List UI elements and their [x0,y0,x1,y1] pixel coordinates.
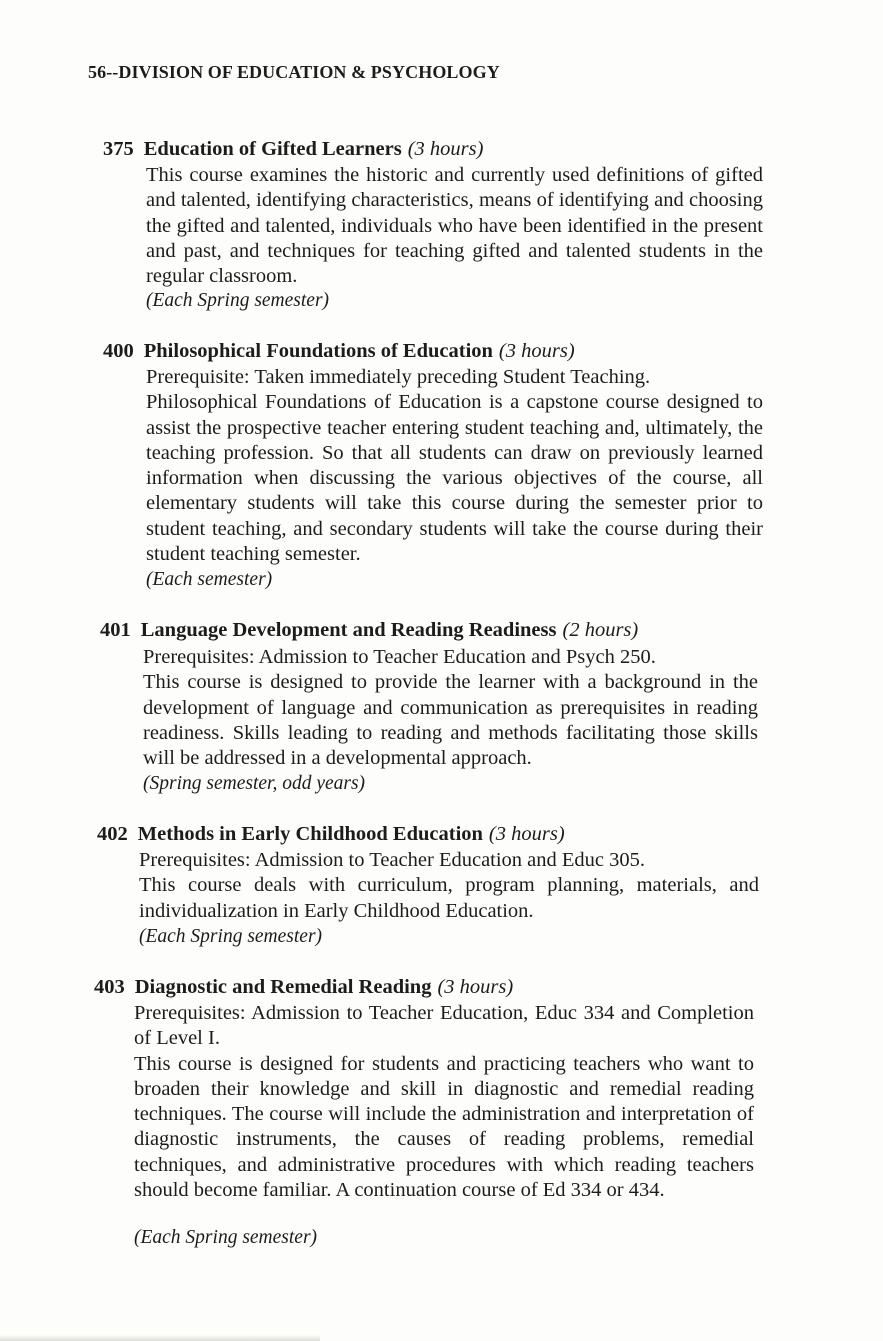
course-body-401 [143,645,758,771]
course-prerequisite: Prerequisite: Taken immediately preceding Student Teaching. [146,366,651,388]
course-prerequisite: Prerequisites: Admission to Teacher Education, Educ 334 and Completion of Level I. [134,1002,754,1050]
course-term-375: (Each Spring semester) [146,290,330,311]
course-title: Methods in Early Childhood Education [137,823,483,845]
course-description: This course is designed to provide the learner with a background in the development of language and communication as prerequisites in reading readiness. Skills leading to reading and methods facilitating those skills will be addressed in a developmental approach. [143,671,758,770]
course-prerequisite: Prerequisites: Admission to Teacher Education and Educ 305. [139,849,646,871]
course-heading-400 [103,340,575,363]
course-heading-375 [103,138,483,161]
course-heading-403 [94,976,513,999]
course-term-400: (Each semester) [146,569,273,590]
course-hours: (3 hours) [407,138,484,160]
course-body-403 [134,1001,754,1203]
course-hours: (2 hours) [562,619,639,641]
course-term-402: (Each Spring semester) [139,926,323,947]
course-description: This course deals with curriculum, program planning, materials, and individualization in Early Childhood Education. [139,874,759,922]
course-hours: (3 hours) [498,340,575,362]
course-description: This course is designed for students and practicing teachers who want to broaden their knowledge and skill in diagnostic and remedial reading techniques. The course will include the administration and interpretation of diagnostic instruments, the causes of reading problems, remedial techniques, and administrative procedures with which reading teachers should become familiar. A continuation course of Ed 334 or 434. [134,1052,754,1202]
course-description-375 [146,163,763,289]
course-prerequisite: Prerequisites: Admission to Teacher Education and Psych 250. [143,646,656,668]
course-number: 375 [103,138,134,160]
course-body-400 [146,365,763,567]
course-hours: (3 hours) [437,976,514,998]
course-term-401: (Spring semester, odd years) [143,773,366,794]
page-header: 56--DIVISION OF EDUCATION & PSYCHOLOGY [88,62,500,82]
course-title: Language Development and Reading Readiness [140,619,557,641]
course-number: 400 [103,340,134,362]
course-number: 401 [100,619,131,641]
course-heading-402 [97,823,565,846]
course-heading-401 [100,619,638,642]
course-body-402 [139,848,759,924]
page-edge-shadow [0,1335,320,1341]
course-hours: (3 hours) [488,823,565,845]
course-title: Diagnostic and Remedial Reading [134,976,432,998]
course-number: 402 [97,823,128,845]
course-title: Education of Gifted Learners [143,138,402,160]
course-number: 403 [94,976,125,998]
course-description: Philosophical Foundations of Education is a capstone course designed to assist the prospective teacher entering student teaching and, ultimately, the teaching profession. So that all students can draw on previously learned information when discussing the various objectives of the course, all elementary students will take this course during the semester prior to student teaching, and secondary students will take the course during their student teaching semester. [146,391,763,566]
course-term-403: (Each Spring semester) [134,1227,318,1248]
course-description: This course examines the historic and currently used definitions of gifted and talented, identifying characteristics, means of identifying and choosing the gifted and talented, individuals who have been identified in the present and past, and techniques for teaching gifted and talented students in the regular classroom. [146,164,763,288]
course-title: Philosophical Foundations of Education [143,340,493,362]
